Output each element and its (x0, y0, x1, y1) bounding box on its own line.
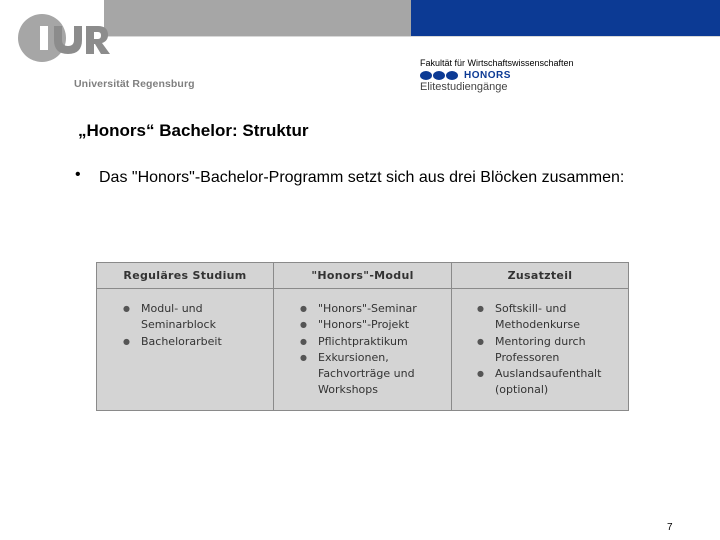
table-list-item: ● Mentoring durch (475, 334, 601, 350)
ur-logo-icon (18, 10, 198, 80)
table-list-item: Fachvorträge und (318, 367, 415, 381)
table-list-item: ● "Honors"-Seminar (298, 301, 417, 317)
bullet-text: Das "Honors"-Bachelor-Programm setzt sich aus drei Blöcken zusammen: (99, 169, 625, 186)
column-header: Zusatzteil (507, 269, 573, 282)
table-list-item: ● Pflichtpraktikum (298, 334, 417, 350)
table-list-item: ● Bachelorarbeit (121, 334, 222, 350)
faculty-name: Fakultät für Wirtschaftswissenschaften (420, 58, 574, 68)
honors-logo (420, 70, 530, 94)
table-list-item: ● Softskill- und (475, 301, 601, 317)
header-bar-blue (411, 0, 720, 36)
table-list-item: ● "Honors"-Projekt (298, 317, 417, 333)
university-name: Universität Regensburg (74, 78, 195, 90)
column-cell (298, 301, 417, 399)
column-divider (273, 263, 274, 410)
slide-title: „Honors“ Bachelor: Struktur (78, 121, 309, 140)
column-header: Reguläres Studium (123, 269, 247, 282)
table-list-item: Seminarblock (141, 318, 216, 332)
honors-dot-icon (433, 71, 445, 80)
table-list-item: Methodenkurse (495, 318, 581, 332)
elite-label: Elitestudiengänge (420, 81, 508, 93)
bullet-marker: • (75, 166, 81, 183)
table-list-item: (optional) (495, 383, 549, 397)
column-cell (121, 301, 222, 350)
structure-table (96, 262, 629, 411)
table-list-item: ● Exkursionen, (298, 350, 417, 366)
table-list-item: Professoren (495, 350, 560, 364)
honors-dot-icon (420, 71, 432, 80)
page-number: 7 (667, 522, 673, 533)
honors-label: HONORS (464, 70, 511, 81)
honors-dot-icon (446, 71, 458, 80)
table-list-item: ● Auslandsaufenthalt (475, 366, 601, 382)
column-cell (475, 301, 601, 399)
column-header: "Honors"-Modul (311, 269, 414, 282)
table-list-item: Workshops (318, 383, 379, 397)
table-list-item: ● Modul- und (121, 301, 222, 317)
column-divider (451, 263, 452, 410)
